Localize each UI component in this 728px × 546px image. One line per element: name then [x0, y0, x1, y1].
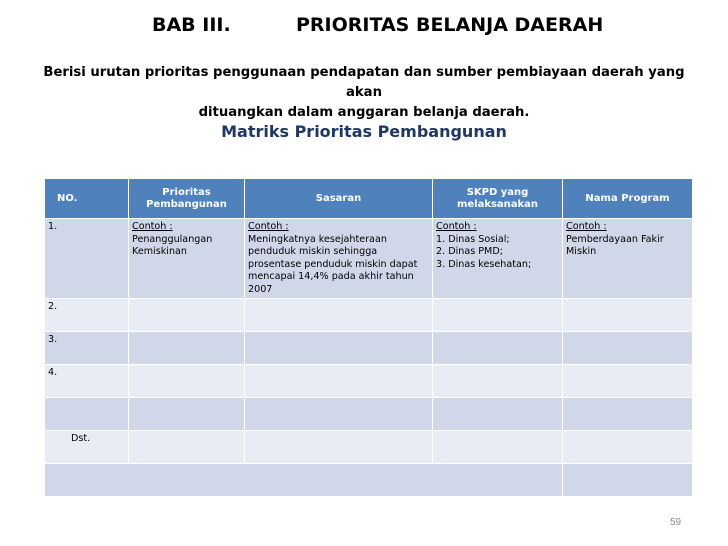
sasaran-text: Meningkatnya kesejahteraan penduduk miskin sehingga prosentase penduduk miskin dapat mencapai 14,4% pada akhir tahun 2007 — [248, 233, 418, 295]
empty-cell — [433, 332, 563, 365]
prioritas-cell — [129, 219, 245, 299]
table-row — [45, 219, 693, 299]
empty-cell — [433, 431, 563, 464]
example-label: Contoh : — [248, 221, 289, 232]
page-number: 59 — [670, 517, 682, 528]
table-row — [45, 299, 693, 332]
empty-cell — [563, 464, 693, 497]
program-cell — [563, 219, 693, 299]
header-program: Nama Program — [563, 179, 693, 219]
header-skpd: SKPD yang melaksanakan — [433, 179, 563, 219]
priority-matrix-table — [44, 178, 693, 497]
skpd-item: 1. Dinas Sosial; — [436, 233, 510, 245]
empty-cell — [245, 332, 433, 365]
sasaran-cell — [245, 219, 433, 299]
row-number — [45, 398, 129, 431]
row-number: Dst. — [45, 431, 129, 464]
table-row — [45, 398, 693, 431]
header-sasaran: Sasaran — [245, 179, 433, 219]
empty-cell — [563, 398, 693, 431]
program-text: Pemberdayaan Fakir Miskin — [566, 233, 664, 257]
empty-cell — [129, 431, 245, 464]
empty-cell — [245, 365, 433, 398]
empty-cell — [563, 431, 693, 464]
skpd-item: 2. Dinas PMD; — [436, 246, 503, 257]
row-number: 4. — [45, 365, 129, 398]
skpd-cell — [433, 219, 563, 299]
merged-empty-cell — [45, 464, 563, 497]
empty-cell — [433, 398, 563, 431]
empty-cell — [433, 299, 563, 332]
example-label: Contoh : — [132, 221, 173, 232]
row-number: 1. — [45, 219, 129, 299]
empty-cell — [129, 299, 245, 332]
description-line-2: dituangkan dalam anggaran belanja daerah. — [198, 105, 530, 120]
row-number: 2. — [45, 299, 129, 332]
page-title: PRIORITAS BELANJA DAERAH — [296, 14, 604, 36]
table-row — [45, 332, 693, 365]
skpd-item: 3. Dinas kesehatan; — [436, 258, 532, 270]
table-row — [45, 365, 693, 398]
empty-cell — [129, 365, 245, 398]
empty-cell — [563, 365, 693, 398]
empty-cell — [563, 332, 693, 365]
row-number: 3. — [45, 332, 129, 365]
table-row — [45, 464, 693, 497]
header-prioritas: Prioritas Pembangunan — [129, 179, 245, 219]
table-row — [45, 431, 693, 464]
empty-cell — [129, 398, 245, 431]
table-header-row — [45, 179, 693, 219]
header-no: NO. — [45, 179, 129, 219]
empty-cell — [245, 398, 433, 431]
example-label: Contoh : — [436, 221, 477, 232]
description — [40, 63, 688, 123]
matrix-subtitle: Matriks Prioritas Pembangunan — [221, 122, 507, 141]
prioritas-text: Penanggulangan Kemiskinan — [132, 233, 213, 257]
description-line-1: Berisi urutan prioritas penggunaan pendapatan dan sumber pembiayaan daerah yang akan — [43, 65, 685, 100]
chapter-label: BAB III. — [152, 14, 231, 36]
empty-cell — [245, 431, 433, 464]
title-row — [0, 14, 728, 46]
empty-cell — [129, 332, 245, 365]
example-label: Contoh : — [566, 221, 607, 232]
empty-cell — [433, 365, 563, 398]
empty-cell — [245, 299, 433, 332]
empty-cell — [563, 299, 693, 332]
